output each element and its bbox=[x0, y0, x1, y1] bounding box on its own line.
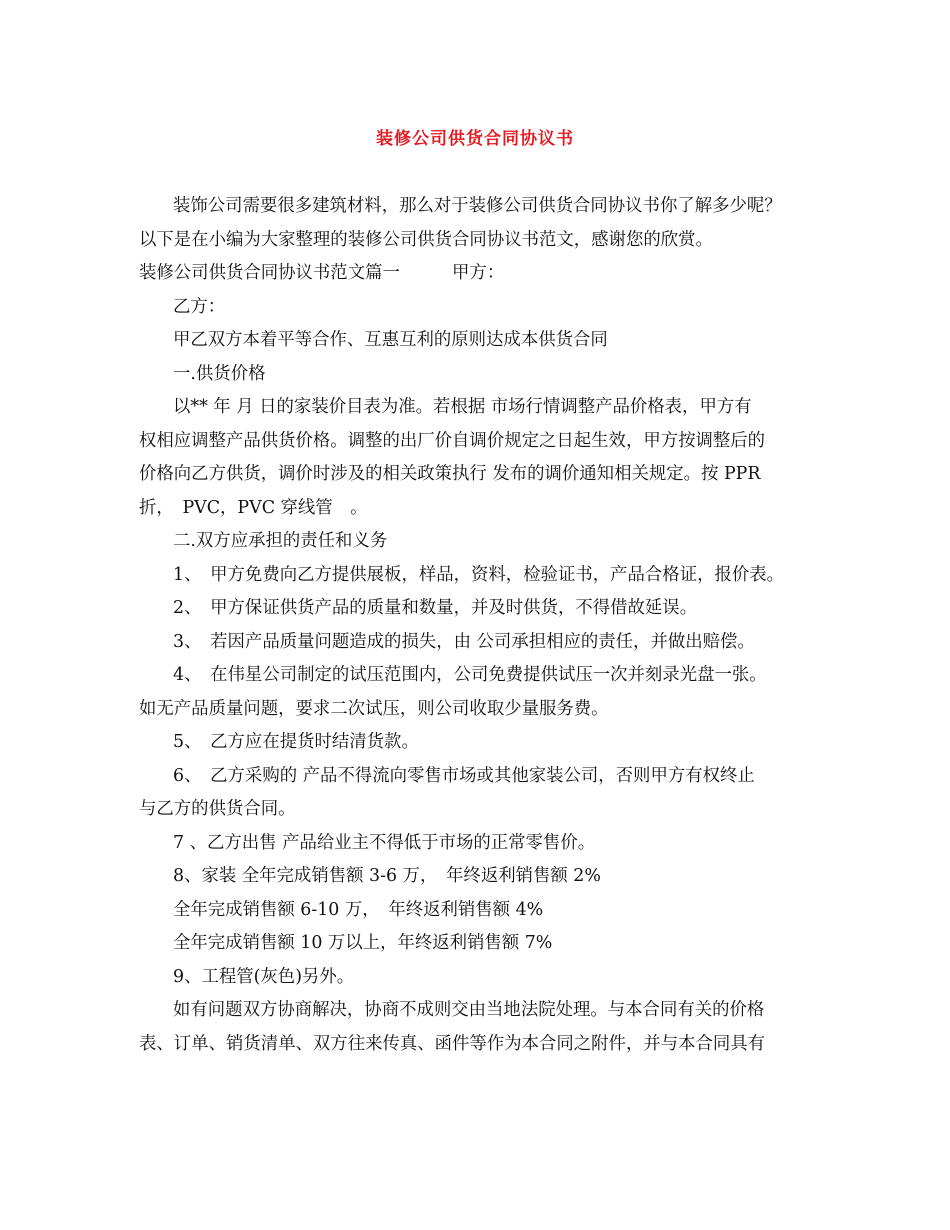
body-line: 3、 若因产品质量问题造成的损失，由 公司承担相应的责任，并做出赔偿。 bbox=[173, 631, 755, 652]
body-line: 4、 在伟星公司制定的试压范围内，公司免费提供试压一次并刻录光盘一张。 bbox=[173, 665, 767, 685]
body-line: 2、 甲方保证供货产品的质量和数量，并及时供货，不得借故延误。 bbox=[173, 598, 698, 618]
document-body bbox=[139, 190, 829, 1061]
body-line: 装饰公司需要很多建筑材料，那么对于装修公司供货合同协议书你了解多少呢？ bbox=[173, 196, 782, 216]
body-line: 表、订单、销货清单、双方往来传真、函件等作为本合同之附件，并与本合同具有 bbox=[139, 1033, 766, 1054]
body-line: 全年完成销售额 6-10 万， 年终返利销售额 4% bbox=[173, 899, 544, 920]
body-line: 权相应调整产品供货价格。调整的出厂价自调价规定之日起生效，甲方按调整后的 bbox=[139, 430, 766, 451]
body-line: 二.双方应承担的责任和义务 bbox=[173, 531, 388, 551]
body-line: 以下是在小编为大家整理的装修公司供货合同协议书范文，感谢您的欣赏。 bbox=[139, 229, 713, 250]
body-line: 乙方： bbox=[173, 296, 226, 317]
body-line: 折， PVC，PVC 穿线管 。 bbox=[139, 497, 368, 518]
body-line: 5、 乙方应在提货时结清货款。 bbox=[173, 732, 419, 752]
body-line: 7 、乙方出售 产品给业主不得低于市场的正常零售价。 bbox=[173, 832, 596, 853]
body-line: 与乙方的供货合同。 bbox=[139, 799, 296, 819]
body-line: 如有问题双方协商解决，协商不成则交由当地法院处理。与本合同有关的价格 bbox=[173, 1000, 765, 1020]
body-line: 全年完成销售额 10 万以上，年终返利销售额 7% bbox=[173, 933, 553, 953]
body-line: 9、工程管(灰色)另外。 bbox=[173, 966, 355, 987]
body-line: 价格向乙方供货，调价时涉及的相关政策执行 发布的调价通知相关规定。按 PPR bbox=[139, 464, 761, 484]
body-line: 以** 年 月 日的家装价目表为准。若根据 市场行情调整产品价格表，甲方有 bbox=[173, 397, 752, 417]
body-line: 8、家装 全年完成销售额 3-6 万， 年终返利销售额 2% bbox=[173, 866, 601, 886]
body-line: 一.供货价格 bbox=[173, 363, 266, 384]
body-line: 6、 乙方采购的 产品不得流向零售市场或其他家装公司，否则甲方有权终止 bbox=[173, 765, 755, 786]
document-title: 装修公司供货合同协议书 bbox=[376, 129, 574, 149]
body-line: 装修公司供货合同协议书范文篇一 甲方： bbox=[139, 263, 505, 283]
body-line: 如无产品质量问题，要求二次试压，则公司收取少量服务费。 bbox=[139, 698, 609, 719]
body-line: 甲乙双方本着平等合作、互惠互利的原则达成本供货合同 bbox=[173, 330, 608, 350]
body-line: 1、 甲方免费向乙方提供展板，样品，资料，检验证书，产品合格证，报价表。 bbox=[173, 564, 785, 585]
